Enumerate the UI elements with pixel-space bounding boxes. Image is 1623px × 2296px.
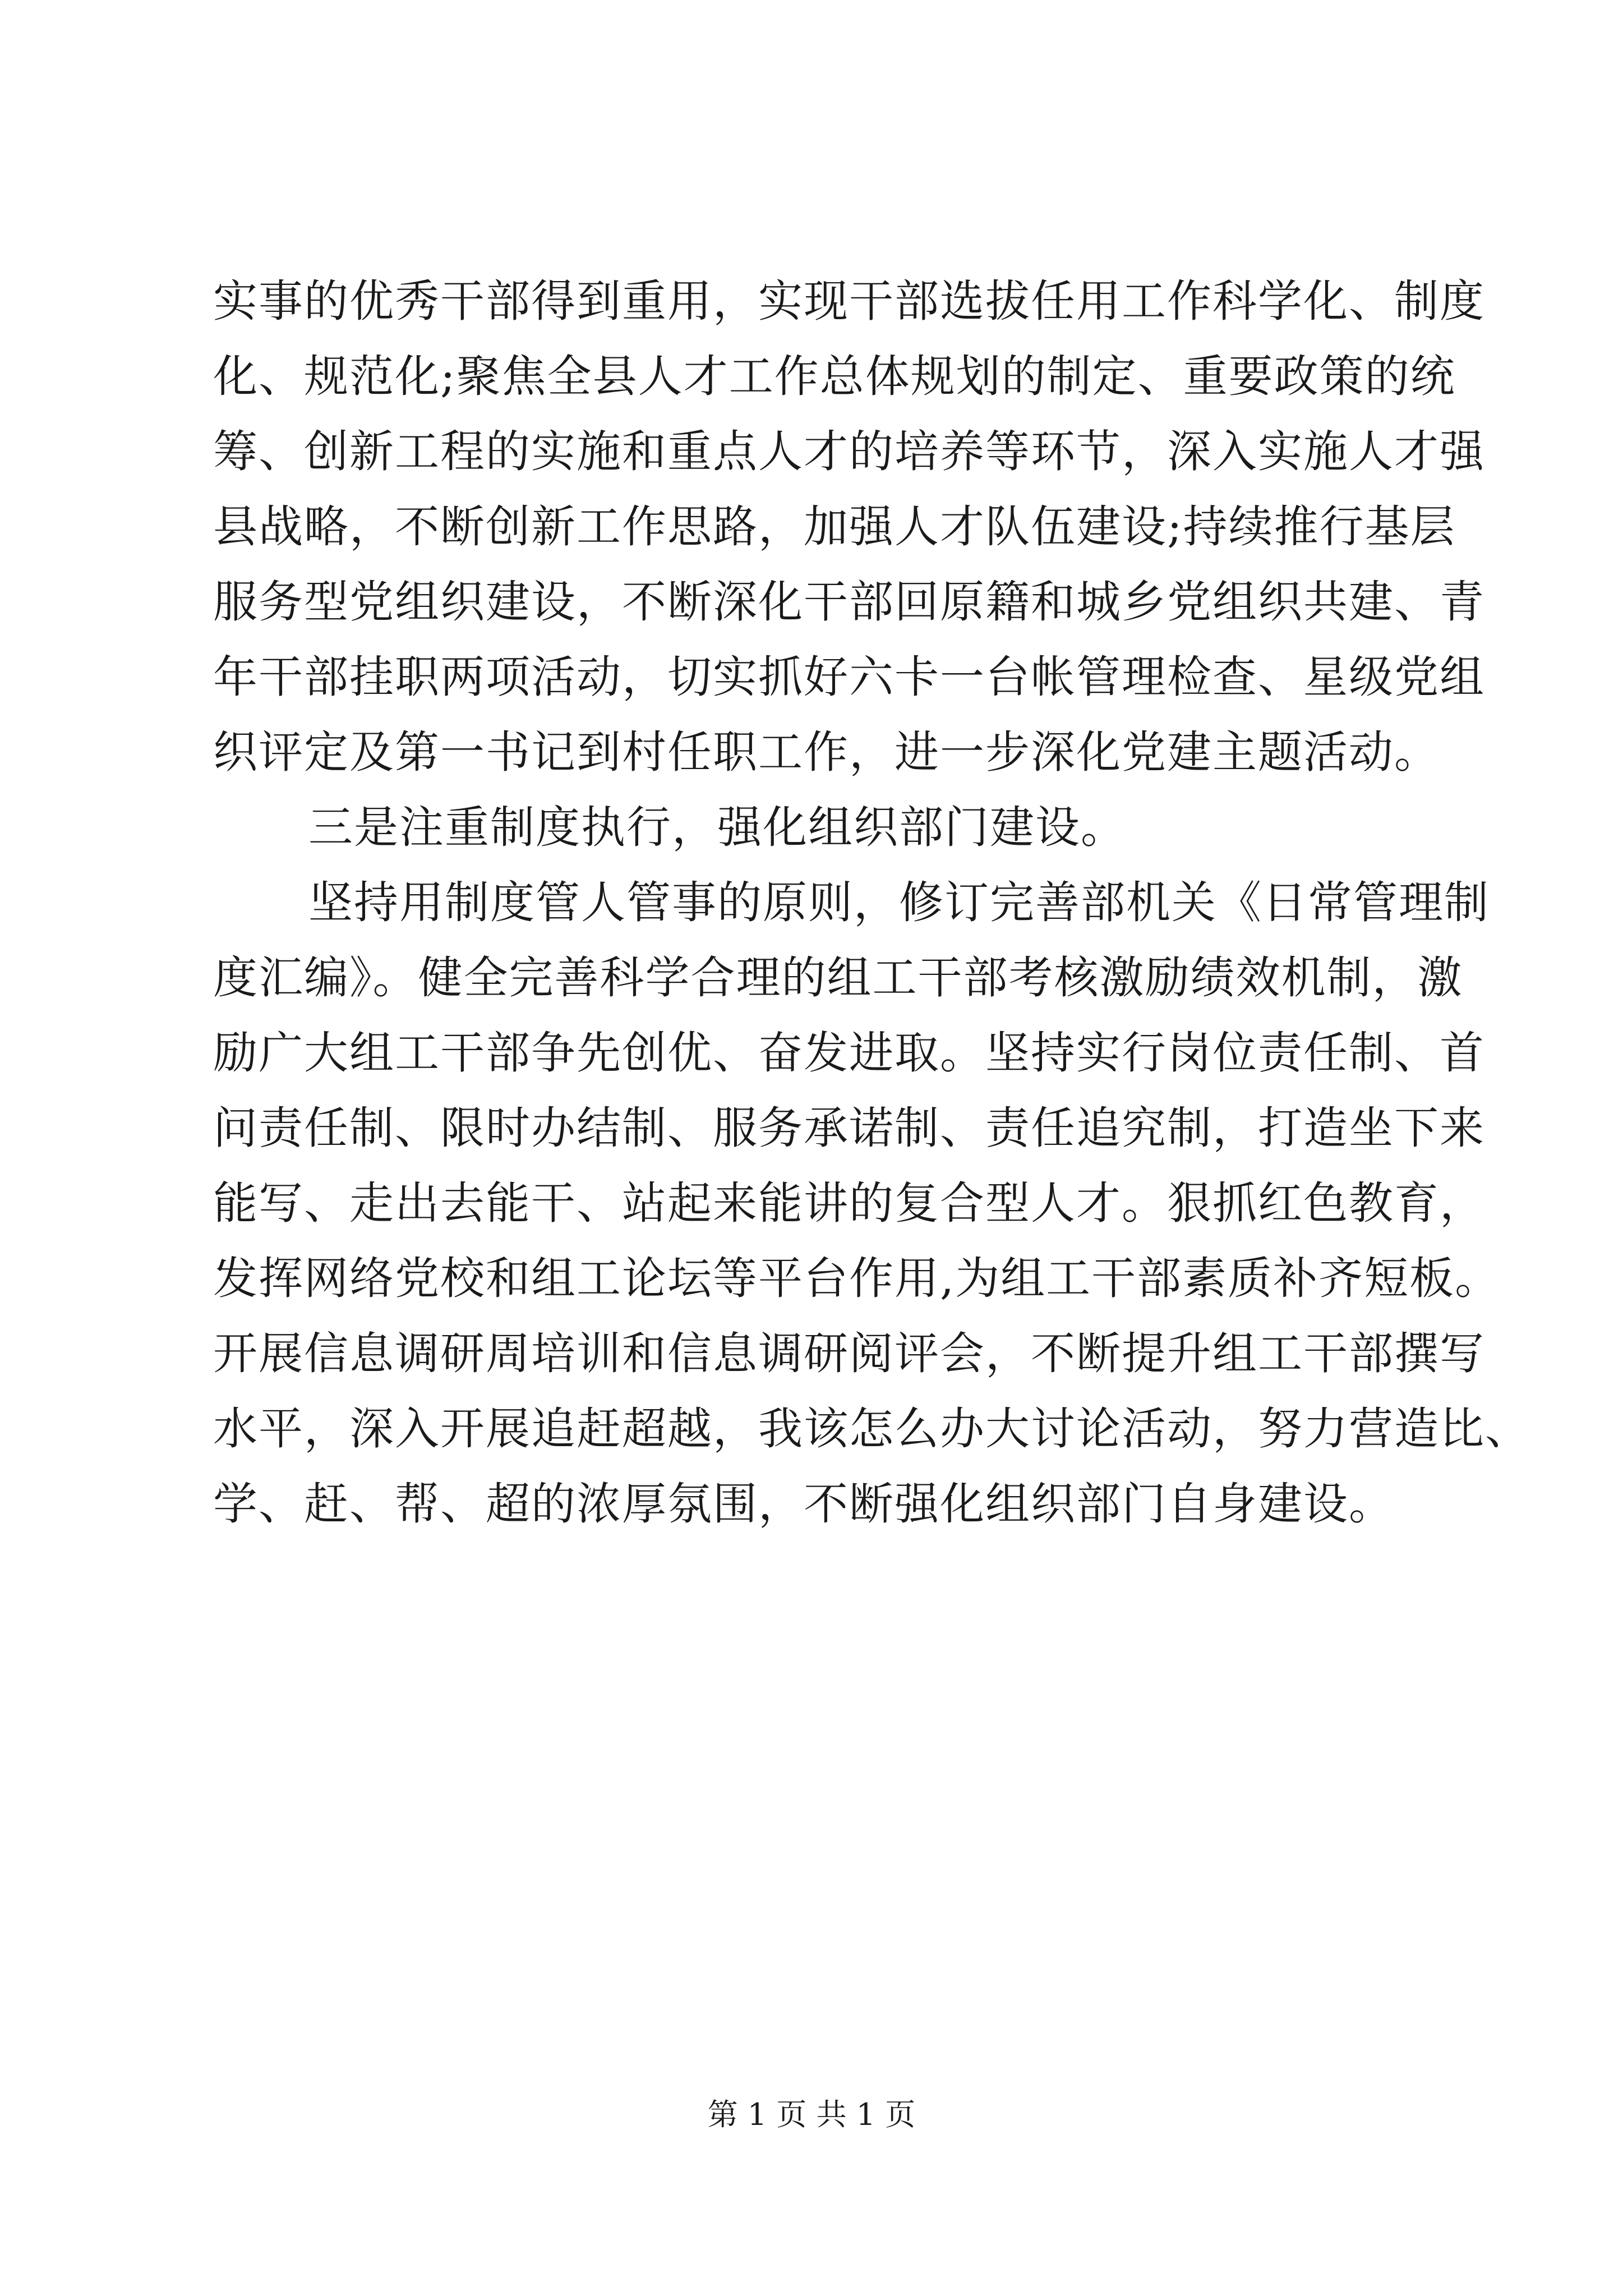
paragraph-line: 水平，深入开展追赶超越，我该怎么办大讨论活动，努力营造比、: [213, 1403, 1530, 1455]
paragraph-line: 年干部挂职两项活动，切实抓好六卡一台帐管理检查、星级党组: [213, 651, 1485, 703]
paragraph-line: 筹、创新工程的实施和重点人才的培养等环节，深入实施人才强: [213, 426, 1485, 477]
paragraph-line: 学、赶、帮、超的浓厚氛围，不断强化组织部门自身建设。: [213, 1478, 1394, 1530]
paragraph-line: 服务型党组织建设，不断深化干部回原籍和城乡党组织共建、青: [213, 576, 1485, 628]
paragraph-line: 县战略，不断创新工作思路，加强人才队伍建设;持续推行基层: [213, 501, 1456, 553]
paragraph-line: 实事的优秀干部得到重用，实现干部选拔任用工作科学化、制度: [213, 275, 1485, 327]
paragraph-line: 开展信息调研周培训和信息调研阅评会，不断提升组工干部撰写: [213, 1328, 1485, 1379]
section-heading: 三是注重制度执行，强化组织部门建设。: [308, 802, 1126, 853]
paragraph-line: 问责任制、限时办结制、服务承诺制、责任追究制，打造坐下来: [213, 1102, 1485, 1154]
page-footer: [0, 2095, 1623, 2134]
page-number-label: 第 1 页 共 1 页: [707, 2097, 916, 2132]
paragraph-line: 发挥网络党校和组工论坛等平台作用,为组工干部素质补齐短板。: [213, 1253, 1501, 1304]
document-body: [213, 264, 1530, 1542]
paragraph-line: 坚持用制度管人管事的原则，修订完善部机关《日常管理制: [308, 877, 1490, 928]
paragraph-line: 能写、走出去能干、站起来能讲的复合型人才。狠抓红色教育，: [213, 1177, 1485, 1229]
paragraph-line: 化、规范化;聚焦全县人才工作总体规划的制定、重要政策的统: [213, 351, 1456, 402]
paragraph-line: 度汇编》。健全完善科学合理的组工干部考核激励绩效机制，激: [213, 952, 1463, 1004]
paragraph-line: 励广大组工干部争先创优、奋发进取。坚持实行岗位责任制、首: [213, 1027, 1485, 1079]
paragraph-line: 织评定及第一书记到村任职工作，进一步深化党建主题活动。: [213, 726, 1440, 778]
